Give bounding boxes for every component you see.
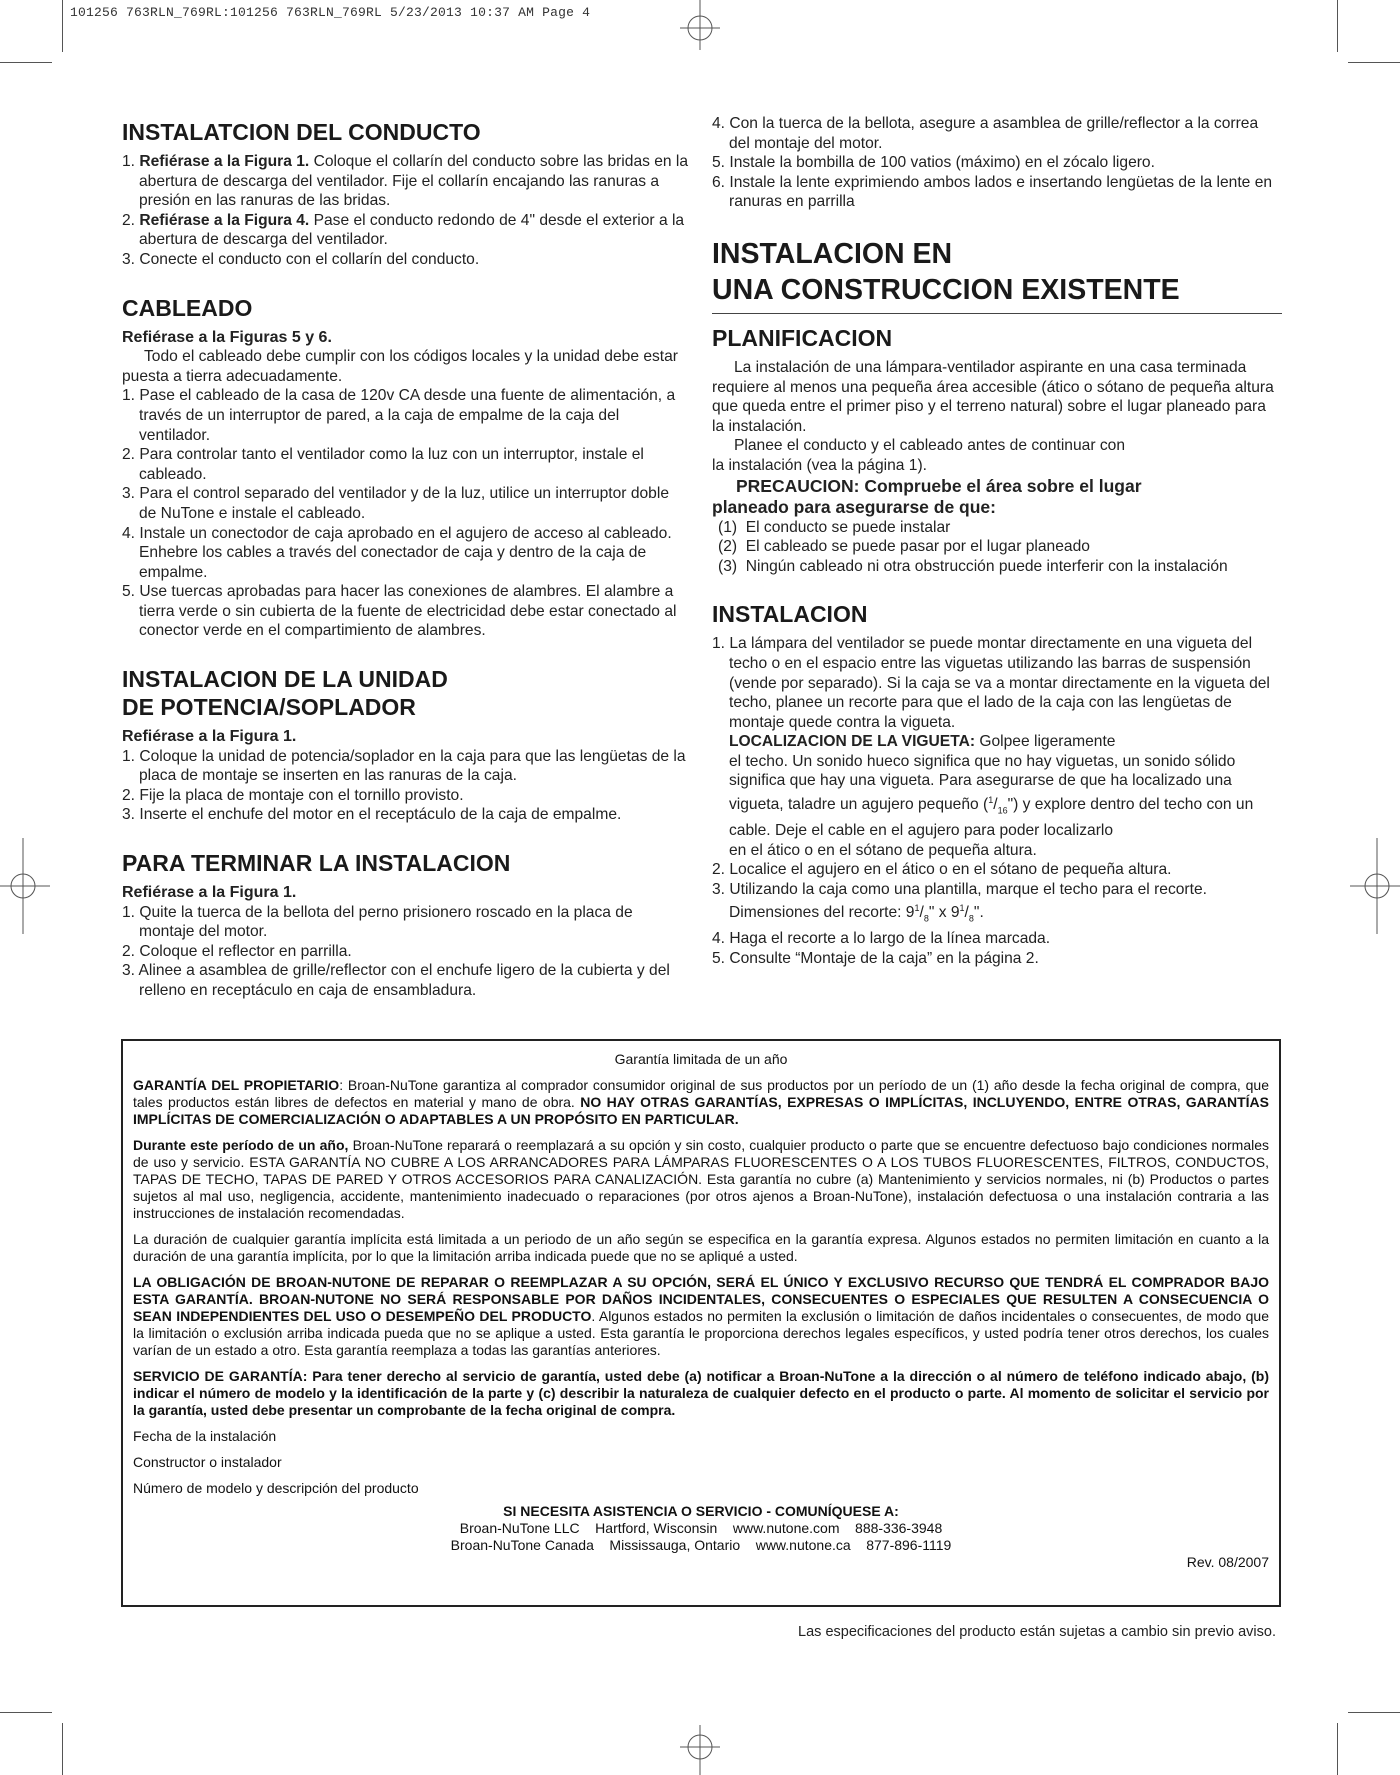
power-unit-section — [122, 665, 690, 825]
list-item: (1) El conducto se puede instalar — [718, 518, 951, 536]
installer-field: Constructor o instalador — [133, 1454, 282, 1470]
registration-mark-icon — [0, 838, 50, 934]
warranty-paragraph: La duración de cualquier garantía implícita está limitada a un periodo de un año según se especifica en la garantía expresa. Algunos estados no permiten limitación en cuanto a la duración de una garantía implícita, por lo que la limitación arriba indicada puede que no se apliqué a usted. — [133, 1231, 1269, 1264]
installation-date-field: Fecha de la instalación — [133, 1428, 277, 1444]
wiring-section — [122, 294, 690, 642]
crop-mark — [62, 0, 63, 52]
warranty-paragraph: SERVICIO DE GARANTÍA: Para tener derecho al servicio de garantía, usted debe (a) notificar a Broan-NuTone a la dirección o al número de teléfono indicado abajo, (b) indicar el número de modelo y la identificación de la parte y (c) describir la naturaleza de cualquier defecto en el producto o parte. Al momento de solicitar el servicio por la garantía, usted debe presentar un comprobante de la fecha original de compra. — [133, 1368, 1269, 1418]
list-item: 1. Coloque la unidad de potencia/soplador en la caja para que las lengüetas de la placa de montaje se inserten en las ranuras de la caja. — [122, 747, 686, 785]
contact-us: Broan-NuTone LLC Hartford, Wisconsin www.nutone.com 888-336-3948 — [459, 1520, 943, 1536]
registration-mark-icon — [680, 0, 720, 50]
warranty-paragraph: Durante este período de un año, Broan-NuTone reparará o reemplazará a su opción y sin costo, cualquier producto o parte que se encuentre defectuoso bajo condiciones normales de uso y servicio. ESTA GARANTÍA NO CUBRE A LOS ARRANCADORES PARA LÁMPARAS FLUORESCENTES O A LOS TUBOS FLUORESCENTES, FILTROS, CONDUCTOS, TAPAS DE TECHO, TAPAS DE PARED Y OTROS ACCESORIOS PARA CANALIZACIÓN. Esta garantía no cubre (a) Mantenimiento y servicios normales, ni (b) Productos o partes sujetos al mal uso, negligencia, accidente, mantenimiento inadecuado o reparaciones (por otros ajenos a Broan-NuTone), instalación defectuosa o una instalación contraria a las instrucciones de instalación recomendadas. — [133, 1137, 1269, 1221]
section-title: INSTALATCION DEL CONDUCTO — [122, 119, 481, 145]
paragraph: Planee el conducto y el cableado antes de continuar con — [734, 437, 1125, 455]
registration-mark-icon — [1350, 838, 1400, 934]
print-slug: 101256 763RLN_769RL:101256 763RLN_769RL 5/23/2013 10:37 AM Page 4 — [70, 5, 591, 20]
left-column — [122, 118, 690, 1025]
section-title: CABLEADO — [122, 294, 253, 321]
list-item: 1. Quite la tuerca de la bellota del perno prisionero roscado en la placa de montaje del motor. — [122, 903, 633, 941]
right-column — [712, 115, 1282, 992]
list-item: 6. Instale la lente exprimiendo ambos lados e insertando lengüetas de la lente en ranuras en parrilla — [712, 173, 1273, 211]
caution-text: PRECAUCION: Compruebe el área sobre el lugar planeado para asegurarse de que: — [712, 475, 1142, 517]
list-item: 4. Haga el recorte a lo largo de la línea marcada. — [712, 930, 1051, 948]
planning-section — [712, 324, 1282, 576]
list-item: (3) Ningún cableado ni otra obstrucción puede interferir con la instalación — [718, 557, 1228, 575]
installation-section — [712, 600, 1282, 968]
crop-mark — [1348, 1712, 1400, 1713]
list-item: 2. Localice el agujero en el ático o en el sótano de pequeña altura. — [712, 861, 1172, 879]
crop-mark — [1337, 1723, 1338, 1775]
list-item: 3. Conecte el conducto con el collarín del conducto. — [122, 250, 480, 268]
warranty-paragraph: GARANTÍA DEL PROPIETARIO: Broan-NuTone garantiza al comprador consumidor original de sus productos por un período de un (1) año desde la fecha original de compra, que tales productos están libres de defectos en material y mano de obra. NO HAY OTRAS GARANTÍAS, EXPRESAS O IMPLÍCITAS, INCLUYENDO, ENTRE OTRAS, GARANTÍAS IMPLÍCITAS DE COMERCIALIZACIÓN O ADAPTABLES A UN PROPÓSITO EN PARTICULAR. — [133, 1077, 1269, 1127]
list-item: 3. Inserte el enchufe del motor en el receptáculo de la caja de empalme. — [122, 806, 622, 824]
footer-note: Las especificaciones del producto están sujetas a cambio sin previo aviso. — [798, 1624, 1276, 1640]
crop-mark — [1348, 62, 1400, 63]
figure-reference: Refiérase a la Figuras 5 y 6. — [122, 328, 332, 346]
list-item: 5. Instale la bombilla de 100 vatios (máximo) en el zócalo ligero. — [712, 154, 1155, 172]
warranty-title: Garantía limitada de un año — [614, 1051, 788, 1067]
list-item: 4. Con la tuerca de la bellota, asegure a asamblea de grille/reflector a la correa del montaje del motor. — [712, 115, 1259, 152]
section-title: PARA TERMINAR LA INSTALACION — [122, 850, 511, 877]
list-item: 2. Para controlar tanto el ventilador como la luz con un interruptor, instale el cableado. — [122, 446, 644, 483]
contact-title: SI NECESITA ASISTENCIA O SERVICIO - COMUNÍQUESE A: — [503, 1503, 899, 1519]
list-item: 2. Fije la placa de montaje con el tornillo provisto. — [122, 786, 464, 804]
existing-construction-heading — [712, 236, 1282, 314]
paragraph: La instalación de una lámpara-ventilador aspirante en una casa terminada requiere al menos una pequeña área accesible (ático o sótano de pequeña altura que queda entre el primer piso y el terreno natural) sobre el lugar planeado para la instalación. — [712, 358, 1274, 435]
figure-reference: Refiérase a la Figura 1. — [122, 884, 297, 902]
duct-installation-section — [122, 118, 690, 270]
model-field: Número de modelo y descripción del producto — [133, 1480, 419, 1496]
list-item: 3. Utilizando la caja como una plantilla, marque el techo para el recorte. Dimensiones del recorte: $9^1/_8$" x $9^1/_8$". — [712, 880, 1207, 924]
list-item: 3. Para el control separado del ventilador y de la luz, utilice un interruptor doble de NuTone e instale el cableado. — [122, 485, 669, 522]
contact-canada: Broan-NuTone Canada Mississauga, Ontario www.nutone.ca 877-896-1119 — [450, 1537, 952, 1553]
list-item: 2. Coloque el reflector en parrilla. — [122, 942, 352, 960]
list-item: 1. La lámpara del ventilador se puede montar directamente en una vigueta del techo o en el espacio entre las viguetas utilizando las barras de suspensión (vende por separado). Si la caja se va a montar directamente en la vigueta del techo, planee un recorte para que el lado de la caja con las lengüetas de montaje quede contra la vigueta. LOCALIZACION DE LA VIGUETA: Golpee ligeramente el techo. Un sonido hueco significa que no hay viguetas, un sonido sólido significa que hay una vigueta. Para asegurarse de que ha localizado una vigueta, taladre un agujero pequeño $(^1/_{16}")$ y explore dentro del techo con un cable. Deje el cable en el agujero para poder localizarlo en el ático o en el sótano de pequeña altura. — [712, 635, 1270, 859]
list-item: (2) El cableado se puede pasar por el lugar planeado — [718, 538, 1090, 556]
revision-label: Rev. 08/2007 — [1186, 1554, 1269, 1570]
warranty-box — [121, 1039, 1281, 1607]
finish-installation-continued — [712, 114, 1282, 212]
section-title: INSTALACION — [712, 601, 868, 628]
warranty-paragraph: LA OBLIGACIÓN DE BROAN-NUTONE DE REPARAR O REEMPLAZAR A SU OPCIÓN, SERÁ EL ÚNICO Y EXCLUSIVO RECURSO QUE TENDRÁ EL COMPRADOR BAJO ESTA GARANTÍA. BROAN-NUTONE NO SERÁ RESPONSABLE POR DAÑOS INCIDENTALES, CONSECUENTES O ESPECIALES QUE RESULTEN A CONSECUENCIA O SEAN INDEPENDIENTES DEL USO O DESEMPEÑO DEL PRODUCTO. Algunos estados no permiten la exclusión o limitación de daños incidentales o consecuentes, de modo que la limitación o exclusión arriba indicada pueda que no se aplique a usted. Esta garantía le proporciona derechos legales específicos, y usted podría tener otros derechos, los cuales varían de un estado a otro. Esta garantía reemplaza a todas las garantías anteriores. — [133, 1274, 1270, 1358]
crop-mark — [1337, 0, 1338, 52]
list-item: 1. Refiérase a la Figura 1. Coloque el collarín del conducto sobre las bridas en la abertura de descarga del ventilador. Fije el collarín encajando las ranuras a presión en las ranuras de las bridas. — [122, 153, 689, 210]
section-title: INSTALACION DE LA UNIDAD DE POTENCIA/SOPLADOR — [122, 666, 448, 721]
paragraph: Todo el cableado debe cumplir con los códigos locales y la unidad debe estar puesta a tierra adecuadamente. — [122, 348, 678, 385]
list-item: 2. Refiérase a la Figura 4. Pase el conducto redondo de 4" desde el exterior a la abertura de descarga del ventilador. — [122, 211, 685, 249]
finish-installation-section — [122, 849, 690, 1001]
crop-mark — [0, 1712, 52, 1713]
crop-mark — [0, 62, 52, 63]
figure-reference: Refiérase a la Figura 1. — [122, 728, 297, 746]
paragraph: la instalación (vea la página 1). — [712, 456, 927, 474]
section-title: PLANIFICACION — [712, 324, 893, 351]
list-item: 5. Consulte “Montaje de la caja” en la página 2. — [712, 949, 1039, 967]
list-item: 1. Pase el cableado de la casa de 120v CA desde una fuente de alimentación, a través de un interruptor de pared, a la caja de empalme de la caja del ventilador. — [122, 387, 676, 444]
crop-mark — [62, 1723, 63, 1775]
page-title: INSTALACION EN UNA CONSTRUCCION EXISTENTE — [712, 237, 1180, 306]
list-item: 5. Use tuercas aprobadas para hacer las conexiones de alambres. El alambre a tierra verde o sin cubierta de la fuente de electricidad debe estar conectado al conector verde en el compartimiento de alambres. — [122, 583, 677, 640]
list-item: 3. Alinee a asamblea de grille/reflector con el enchufe ligero de la cubierta y del relleno en receptáculo en caja de ensambladura. — [122, 962, 670, 999]
registration-mark-icon — [680, 1725, 720, 1775]
heading-divider — [712, 313, 1282, 314]
list-item: 4. Instale un conectodor de caja aprobado en el agujero de acceso al cableado. Enhebre los cables a través del conectador de caja y dentro de la caja de empalme. — [122, 524, 672, 581]
